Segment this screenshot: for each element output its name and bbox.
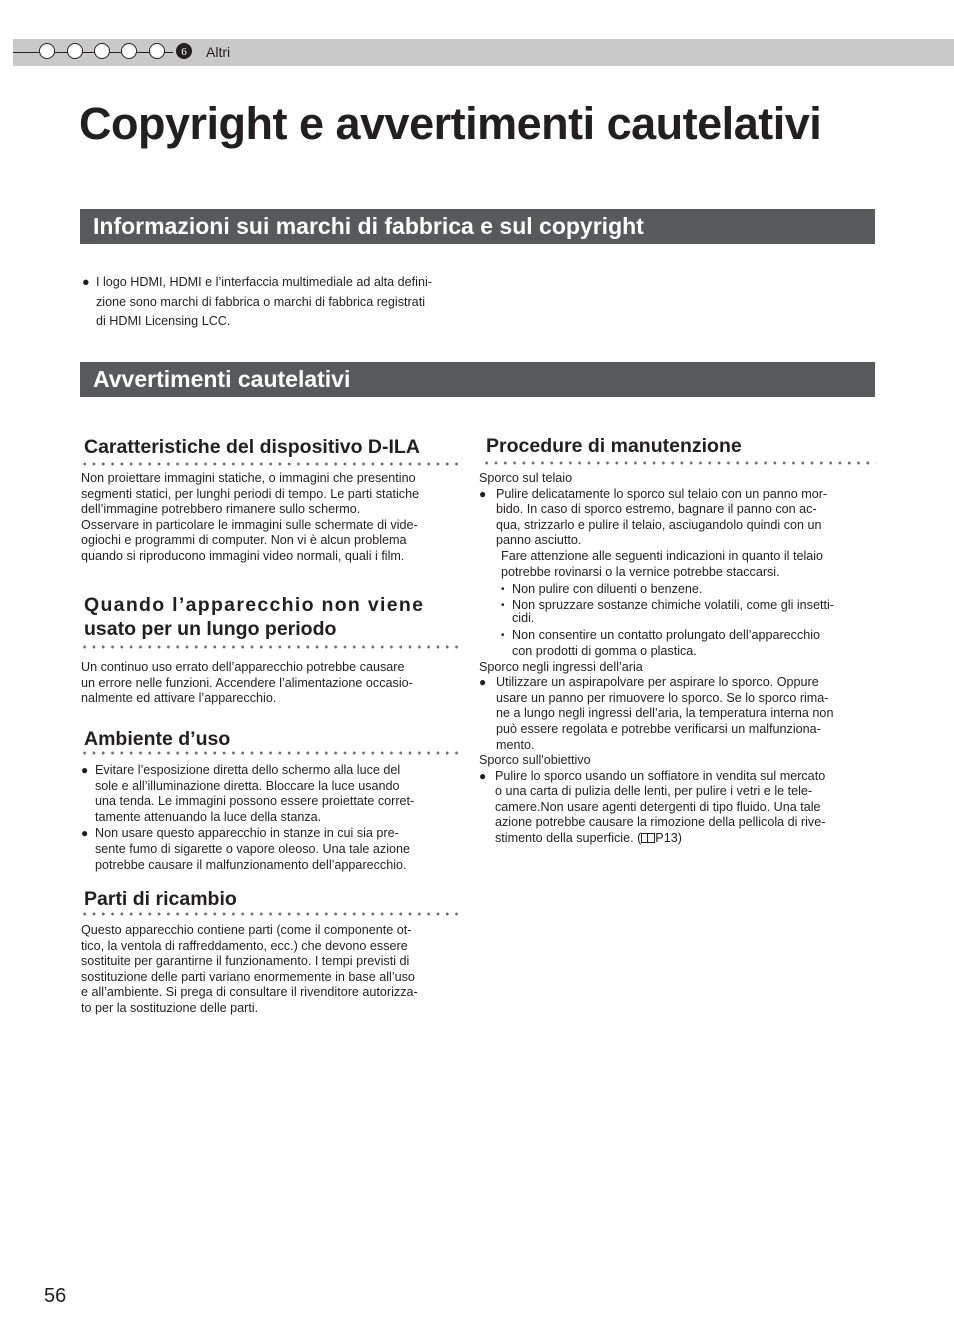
dila-paragraph: Non proiettare immagini statiche, o immagini che presentino segmenti statici, per lunghi periodi di tempo. Le parti statiche dell’immagine potrebbero rimanere sullo schermo. Osservare in particolare le immagini sulle schermate di vide- ogiochi e programmi di computer. Non vi è alcun problema quando si riproducono immagini video normali, quali i film. xyxy=(81,471,420,563)
lens-dirt-label: Sporco sull'obiettivo xyxy=(479,753,591,768)
trademark-line-3: di HDMI Licensing LCC. xyxy=(96,314,231,328)
trademark-line-2: zione sono marchi di fabbrica o marchi di fabbrica registrati xyxy=(96,294,425,309)
dotted-divider xyxy=(482,461,876,465)
vents-dirt-label: Sporco negli ingressi dell’aria xyxy=(479,659,643,674)
chapter-label: Altri xyxy=(206,44,231,60)
bullet-icon: • xyxy=(501,584,505,596)
page-reference: P13) xyxy=(655,831,682,846)
lens-last-line: stimento della superficie. ( P13) xyxy=(495,831,682,846)
section-heading-warnings: Avvertimenti cautelativi xyxy=(80,362,875,397)
chapter-header-bar xyxy=(13,39,954,66)
chapter-step-2-icon xyxy=(67,43,83,59)
bullet-icon: • xyxy=(501,630,505,642)
chapter-step-4-icon xyxy=(121,43,137,59)
environment-list xyxy=(81,763,458,873)
list-item: • Non consentire un contatto prolungato dell’apparecchio con prodotti di gomma o plastica. xyxy=(501,628,821,658)
caution-sublist xyxy=(479,582,872,659)
bullet-icon: • xyxy=(501,599,505,611)
subheading-unused-line-2: usato per un lungo periodo xyxy=(84,618,337,640)
chapter-number-badge: 6 xyxy=(176,43,192,59)
subheading-dila: Caratteristiche del dispositivo D-ILA xyxy=(84,436,420,458)
bullet-icon: ● xyxy=(479,675,487,690)
frame-caution-note: Fare attenzione alle seguenti indicazioni in quanto il telaio potrebbe rovinarsi o la vernice potrebbe staccarsi. xyxy=(501,548,824,579)
list-item: • Non spruzzare sostanze chimiche volatili, come gli insetti- cidi. xyxy=(501,597,834,626)
dotted-divider xyxy=(80,751,461,755)
chapter-step-3-icon xyxy=(94,43,110,59)
bullet-icon: ● xyxy=(81,763,89,777)
subheading-environment: Ambiente d’uso xyxy=(84,728,231,750)
subheading-maintenance: Procedure di manutenzione xyxy=(486,435,742,457)
maintenance-content xyxy=(479,471,872,847)
list-item: • Non pulire con diluenti o benzene. xyxy=(501,582,703,597)
bullet-icon: ● xyxy=(81,826,89,841)
bullet-icon: ● xyxy=(479,768,487,783)
dotted-divider xyxy=(80,462,461,466)
subheading-parts: Parti di ricambio xyxy=(84,888,237,910)
section-heading-trademarks: Informazioni sui marchi di fabbrica e sul copyright xyxy=(80,209,875,244)
list-item: ● Pulire delicatamente lo sporco sul telaio con un panno mor- bido. In caso di sporco estremo, bagnare il panno con ac- qua, strizzarlo e pulire il telaio, asciugandolo quindi con un panno asciutto. xyxy=(479,486,828,548)
list-item: ● Non usare questo apparecchio in stanze in cui sia pre- sente fumo di sigarette o vapore oleoso. Una tale azione potrebbe causare il malfunzionamento dell’apparecchio. xyxy=(81,826,411,872)
frame-dirt-label: Sporco sul telaio xyxy=(479,471,573,485)
trademark-notice xyxy=(82,273,474,332)
list-item: ● Evitare l’esposizione diretta dello schermo alla luce del sole e all’illuminazione diretta. Bloccare la luce usando una tenda. Le immagini possono essere proiettate corret- tamente attenuando la luce della stanza. xyxy=(81,763,415,824)
bullet-icon: ● xyxy=(82,275,90,289)
dotted-divider xyxy=(80,645,461,649)
page-title: Copyright e avvertimenti cautelativi xyxy=(79,98,822,149)
trademark-line-1: ● I logo HDMI, HDMI e l’interfaccia multimediale ad alta defini- xyxy=(82,273,474,293)
book-reference-icon xyxy=(641,833,655,843)
chapter-step-5-icon xyxy=(149,43,165,59)
page-number: 56 xyxy=(44,1285,67,1307)
list-item: ● Pulire lo sporco usando un soffiatore in vendita sul mercato o una carta di pulizia delle lenti, per pulire i vetri e le tele- camere.Non usare agenti detergenti di tipo fluido. Una tale azione potrebbe causare la rimozione della pellicola di rive- stimento della superficie. ( P13) xyxy=(479,769,872,847)
dotted-divider xyxy=(80,912,461,916)
chapter-step-1-icon xyxy=(39,43,55,59)
list-item: ● Utilizzare un aspirapolvare per aspirare lo sporco. Oppure usare un panno per rimuovere lo sporco. Se lo sporco rima- ne a lungo negli ingressi dell’aria, la temperatura interna non può essere regolata e potrebbe verificarsi un malfunziona- mento. xyxy=(479,675,834,752)
parts-paragraph: Questo apparecchio contiene parti (come il componente ot- tico, la ventola di raffreddamento, ecc.) che devono essere sostituite per garantirne il funzionamento. I tempi previsti di sostituzione delle parti variano enormemente in base all’uso e all’ambiente. Si prega di consultare il rivenditore autorizza- to per la sostituzione delle parti. xyxy=(81,923,418,1015)
bullet-icon: ● xyxy=(479,486,487,501)
subheading-unused-line-1: Quando l’apparecchio non viene xyxy=(84,594,425,616)
unused-paragraph: Un continuo uso errato dell’apparecchio potrebbe causare un errore nelle funzioni. Accendere l’alimentazione occasio- nalmente ed attivare l’apparecchio. xyxy=(81,660,413,706)
